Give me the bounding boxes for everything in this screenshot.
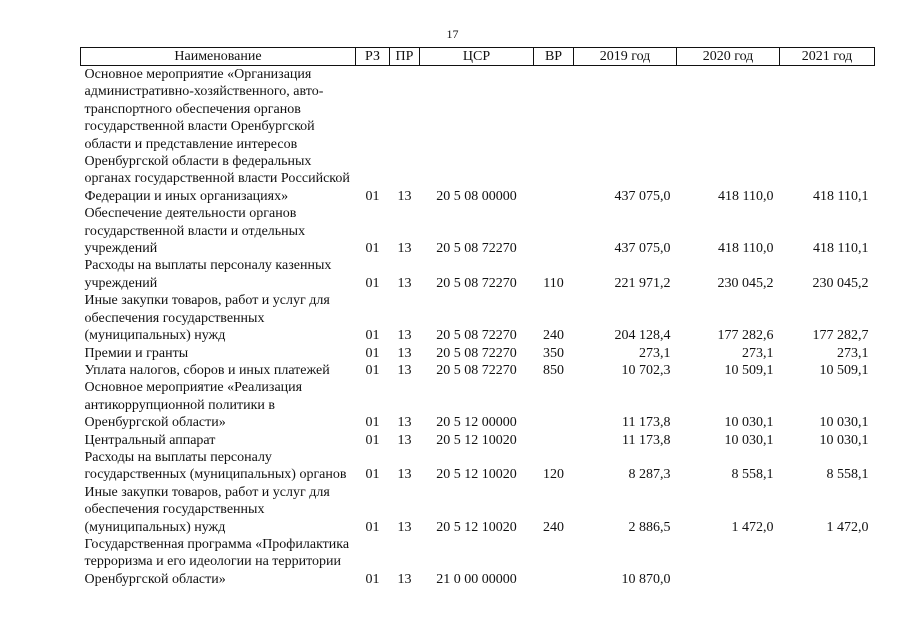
row-2020-value — [677, 536, 780, 588]
row-2020-value: 10 509,1 — [724, 362, 774, 378]
row-2020-value: 1 472,0 — [731, 519, 774, 535]
row-name: Обеспечение деятельности органов государственной власти и отдельных учреждений — [84, 206, 306, 257]
row-2019-value: 11 173,8 — [622, 432, 671, 448]
row-2020-value: 418 110,0 — [718, 188, 774, 204]
row-rz: 01 — [365, 432, 380, 448]
row-rz: 01 — [365, 328, 380, 344]
table-row — [81, 379, 875, 431]
header-vr: ВР — [534, 48, 574, 66]
row-csr: 21 0 00 00000 — [436, 571, 517, 587]
row-vr: 350 — [543, 345, 564, 361]
row-rz: 01 — [365, 241, 380, 257]
row-2019-value: 10 702,3 — [621, 362, 671, 378]
row-csr: 20 5 12 10020 — [436, 467, 517, 483]
row-2021-value — [780, 536, 875, 588]
row-rz: 01 — [365, 571, 380, 587]
page-number: 17 — [446, 27, 459, 41]
header-rz: РЗ — [356, 48, 390, 66]
row-2019-value: 437 075,0 — [614, 241, 671, 257]
row-pr: 13 — [397, 241, 412, 257]
row-pr: 13 — [397, 415, 412, 431]
row-name: Расходы на выплаты персоналу государственных (муниципальных) органов — [84, 449, 347, 483]
row-name: Премии и гранты — [84, 345, 189, 361]
row-rz: 01 — [365, 519, 380, 535]
row-2021-value: 177 282,7 — [812, 328, 869, 344]
header-2021: 2021 год — [780, 48, 875, 66]
row-pr: 13 — [397, 432, 412, 448]
row-2019-value: 221 971,2 — [614, 275, 671, 291]
row-rz: 01 — [365, 345, 380, 361]
row-csr: 20 5 12 10020 — [436, 432, 517, 448]
row-csr: 20 5 08 72270 — [436, 241, 517, 257]
row-2020-value: 177 282,6 — [717, 328, 774, 344]
row-2021-value: 10 030,1 — [819, 415, 869, 431]
row-2019-value: 8 287,3 — [628, 467, 671, 483]
row-2019-value: 11 173,8 — [622, 415, 671, 431]
row-vr: 850 — [543, 362, 564, 378]
header-2020: 2020 год — [677, 48, 780, 66]
table-row — [81, 362, 875, 379]
row-name: Государственная программа «Профилактика терроризма и его идеологии на территории Оренбургской области» — [84, 536, 350, 587]
header-pr: ПР — [390, 48, 420, 66]
row-2021-value: 10 030,1 — [819, 432, 869, 448]
table-body — [81, 66, 875, 589]
row-vr — [534, 536, 574, 588]
table-row — [81, 536, 875, 588]
row-pr: 13 — [397, 519, 412, 535]
row-name: Иные закупки товаров, работ и услуг для обеспечения государственных (муниципальных) нужд — [84, 484, 330, 535]
row-2019-value: 437 075,0 — [614, 188, 671, 204]
row-rz: 01 — [365, 275, 380, 291]
header-name: Наименование — [81, 48, 356, 66]
row-pr: 13 — [397, 328, 412, 344]
row-2021-value: 273,1 — [837, 345, 869, 361]
row-2020-value: 273,1 — [742, 345, 774, 361]
row-name: Основное мероприятие «Организация административно-хозяйственного, авто-транспортного обеспечения органов государственной власти Оренбургской области и представление интересов Оренбургской области в федеральных органах государственной власти Российской Федерации и иных организациях» — [84, 67, 350, 204]
row-2019-value: 10 870,0 — [621, 571, 671, 587]
header-csr: ЦСР — [420, 48, 534, 66]
row-2021-value: 418 110,1 — [813, 241, 869, 257]
row-pr: 13 — [397, 345, 412, 361]
row-2020-value: 418 110,0 — [718, 241, 774, 257]
row-name: Центральный аппарат — [84, 432, 216, 448]
budget-table — [80, 47, 875, 588]
row-pr: 13 — [397, 571, 412, 587]
row-2020-value: 8 558,1 — [731, 467, 774, 483]
table-header-row — [81, 48, 875, 66]
row-rz: 01 — [365, 362, 380, 378]
header-2019: 2019 год — [574, 48, 677, 66]
table-row — [81, 205, 875, 257]
row-pr: 13 — [397, 467, 412, 483]
table-row — [81, 292, 875, 344]
row-2019-value: 273,1 — [639, 345, 671, 361]
row-vr: 120 — [543, 467, 564, 483]
table-row — [81, 449, 875, 484]
row-csr: 20 5 12 10020 — [436, 519, 517, 535]
row-pr: 13 — [397, 362, 412, 378]
row-csr: 20 5 08 72270 — [436, 362, 517, 378]
row-pr: 13 — [397, 275, 412, 291]
row-rz: 01 — [365, 188, 380, 204]
row-2020-value: 230 045,2 — [717, 275, 774, 291]
row-name: Расходы на выплаты персоналу казенных учреждений — [84, 258, 332, 291]
row-vr: 240 — [543, 519, 564, 535]
row-rz: 01 — [365, 467, 380, 483]
table-row — [81, 432, 875, 449]
row-vr: 110 — [543, 275, 564, 291]
row-vr: 240 — [543, 328, 564, 344]
table-row — [81, 66, 875, 206]
row-vr — [534, 432, 574, 449]
row-2021-value: 1 472,0 — [826, 519, 869, 535]
row-vr — [534, 205, 574, 257]
row-csr: 20 5 08 72270 — [436, 275, 517, 291]
row-2019-value: 2 886,5 — [628, 519, 671, 535]
row-vr — [534, 66, 574, 206]
row-2020-value: 10 030,1 — [724, 432, 774, 448]
row-2020-value: 10 030,1 — [724, 415, 774, 431]
row-name: Основное мероприятие «Реализация антикоррупционной политики в Оренбургской области» — [84, 380, 303, 431]
row-2021-value: 10 509,1 — [819, 362, 869, 378]
table-row — [81, 345, 875, 362]
row-2021-value: 8 558,1 — [826, 467, 869, 483]
row-csr: 20 5 08 72270 — [436, 328, 517, 344]
row-name: Уплата налогов, сборов и иных платежей — [84, 362, 330, 378]
row-vr — [534, 379, 574, 431]
row-csr: 20 5 12 00000 — [436, 415, 517, 431]
table-row — [81, 484, 875, 536]
row-pr: 13 — [397, 188, 412, 204]
row-csr: 20 5 08 72270 — [436, 345, 517, 361]
row-name: Иные закупки товаров, работ и услуг для обеспечения государственных (муниципальных) нужд — [84, 293, 330, 344]
row-2019-value: 204 128,4 — [614, 328, 671, 344]
row-2021-value: 418 110,1 — [813, 188, 869, 204]
table-row — [81, 257, 875, 292]
row-2021-value: 230 045,2 — [812, 275, 869, 291]
row-csr: 20 5 08 00000 — [436, 188, 517, 204]
row-rz: 01 — [365, 415, 380, 431]
